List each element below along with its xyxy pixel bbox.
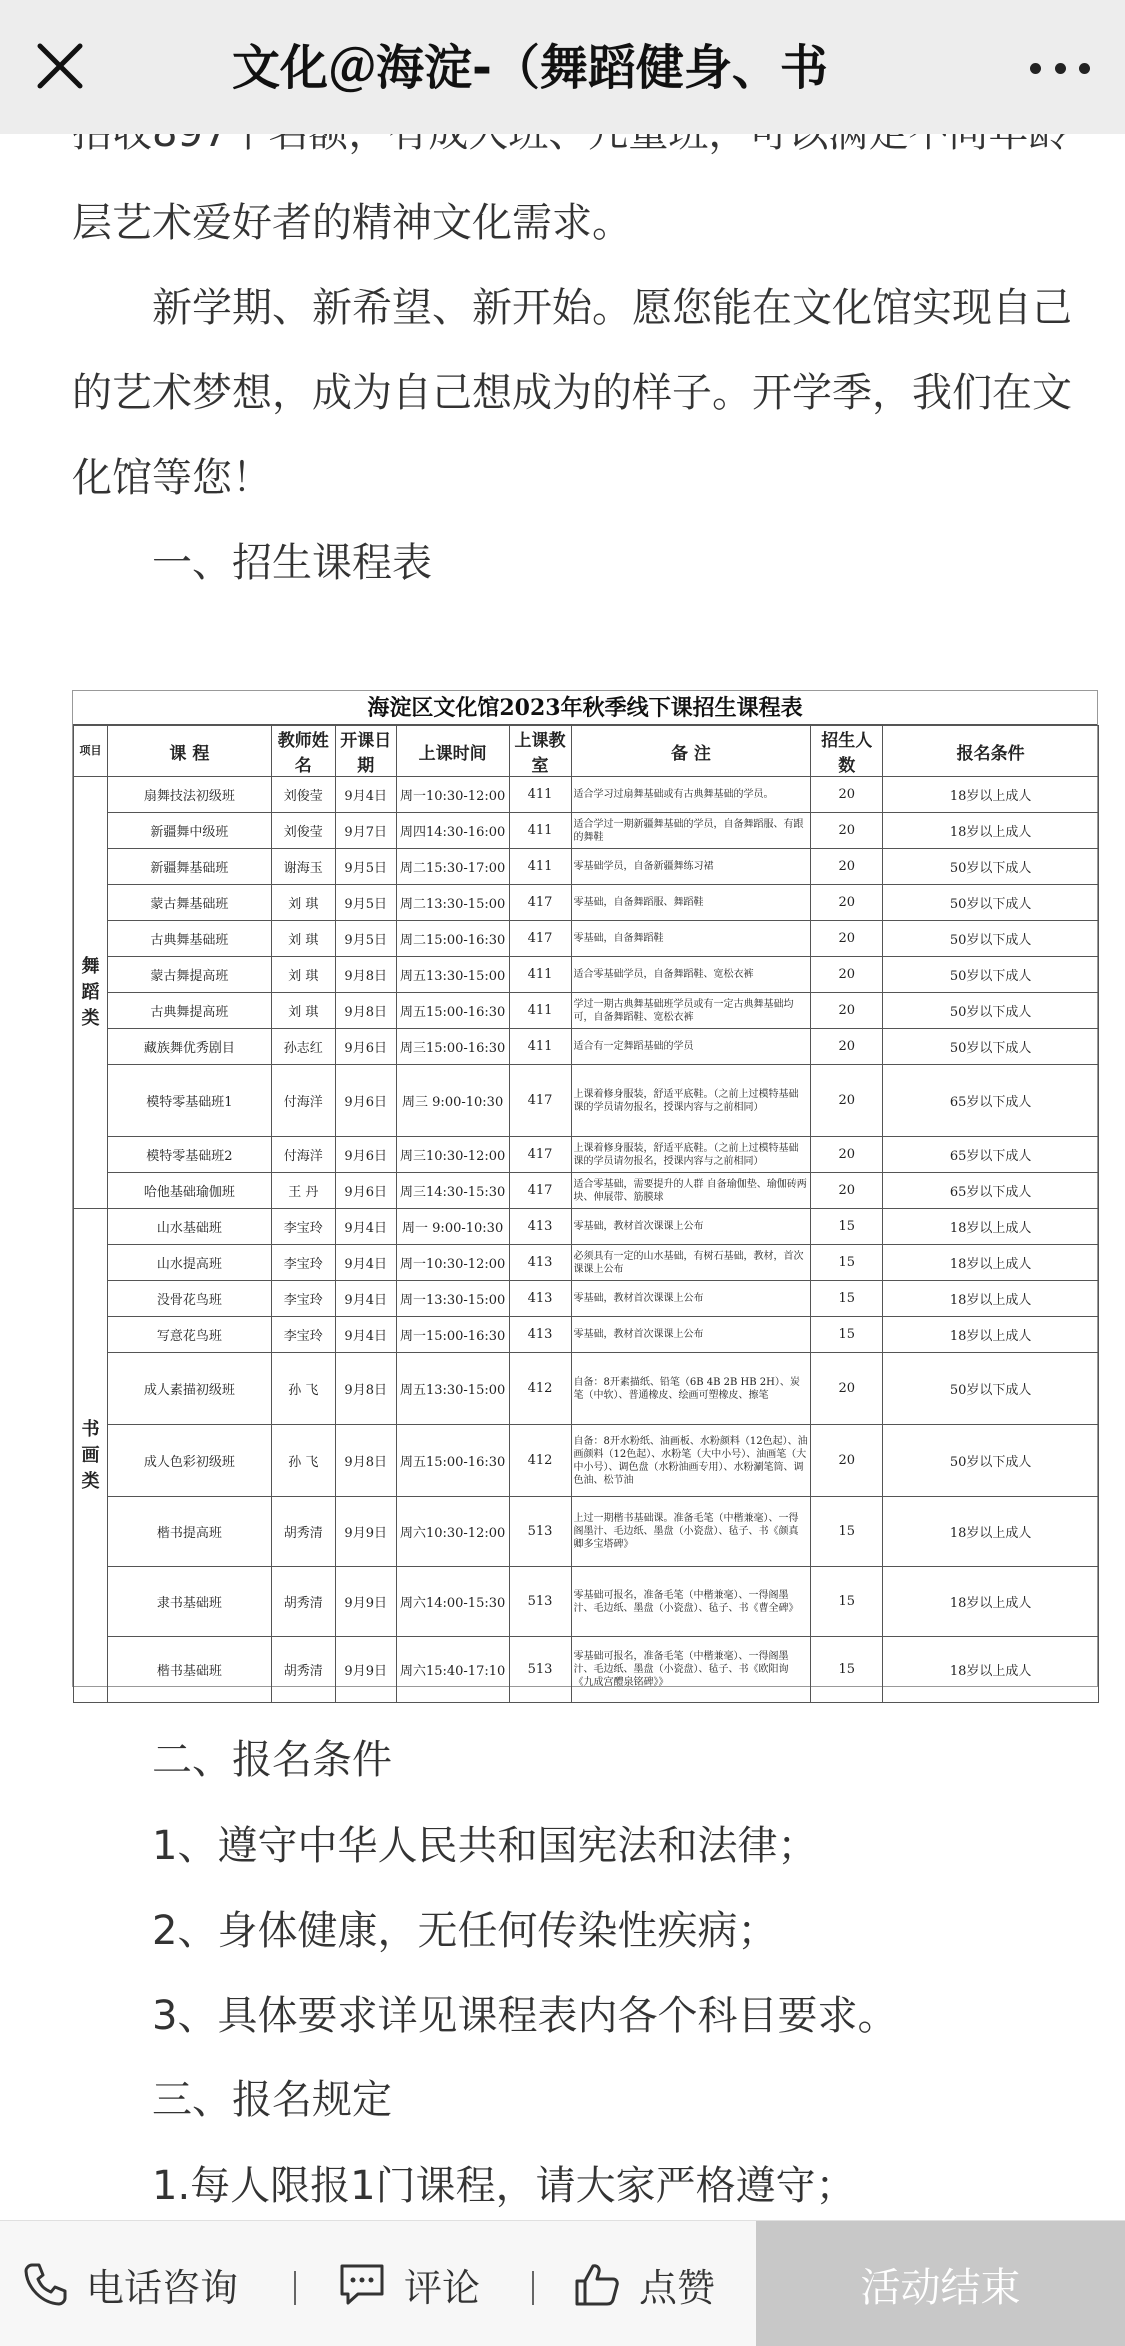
table-cell: 适合学习过扇舞基础或有古典舞基础的学员。	[571, 777, 811, 813]
table-cell: 刘 琪	[271, 957, 335, 993]
table-cell: 孙 飞	[271, 1425, 335, 1497]
table-cell: 18岁以上成人	[883, 813, 1099, 849]
table-cell: 9月9日	[335, 1567, 396, 1637]
table-cell: 50岁以下成人	[883, 957, 1099, 993]
table-cell: 周一10:30-12:00	[396, 1245, 509, 1281]
table-cell: 周二13:30-15:00	[396, 885, 509, 921]
table-cell: 18岁以上成人	[883, 1209, 1099, 1245]
table-header-cell: 上课教室	[509, 726, 571, 777]
table-cell: 楷书基础班	[107, 1637, 271, 1703]
table-cell: 9月6日	[335, 1029, 396, 1065]
table-cell: 412	[509, 1425, 571, 1497]
category-cell: 书 画 类	[74, 1209, 108, 1703]
table-cell: 蒙古舞提高班	[107, 957, 271, 993]
course-table	[73, 725, 1099, 1703]
table-cell: 9月6日	[335, 1137, 396, 1173]
table-cell: 413	[509, 1281, 571, 1317]
table-cell: 模特零基础班2	[107, 1137, 271, 1173]
table-cell: 20	[811, 1173, 883, 1209]
table-row	[74, 921, 1099, 957]
section-heading: 二、报名条件	[152, 1737, 392, 1783]
table-cell: 65岁以下成人	[883, 1137, 1099, 1173]
table-cell: 写意花鸟班	[107, 1317, 271, 1353]
thumbs-up-icon	[573, 2261, 621, 2307]
table-cell: 李宝玲	[271, 1317, 335, 1353]
table-cell: 9月9日	[335, 1637, 396, 1703]
table-cell: 417	[509, 1137, 571, 1173]
table-cell: 周五15:00-16:30	[396, 1425, 509, 1497]
table-cell: 50岁以下成人	[883, 1425, 1099, 1497]
table-header-cell: 开课日期	[335, 726, 396, 777]
table-cell: 适合学过一期新疆舞基础的学员，自备舞蹈服、有跟的舞鞋	[571, 813, 811, 849]
table-cell: 胡秀清	[271, 1497, 335, 1567]
table-row	[74, 1173, 1099, 1209]
table-cell: 411	[509, 849, 571, 885]
table-cell: 自备：8开水粉纸、油画板、水粉颜料（12色起）、油画颜料（12色起）、水粉笔（大中小号）、油画笔（大中小号）、调色盘（水粉油画专用）、水粉涮笔筒、调色油、松节油	[571, 1425, 811, 1497]
table-cell: 周一10:30-12:00	[396, 777, 509, 813]
course-table-image	[72, 690, 1098, 1687]
table-header-cell: 课 程	[107, 726, 271, 777]
article-text: 新学期、新希望、新开始。愿您能在文化馆实现自己	[152, 285, 1072, 331]
table-cell: 零基础，自备舞蹈服、舞蹈鞋	[571, 885, 811, 921]
table-cell: 周五13:30-15:00	[396, 957, 509, 993]
table-header-cell: 教师姓名	[271, 726, 335, 777]
table-cell: 上过一期楷书基础课。准备毛笔（中楷兼毫）、一得阁墨汁、毛边纸、墨盘（小瓷盘）、毡子、书《颜真卿多宝塔碑》	[571, 1497, 811, 1567]
page-title: 文化＠海淀-（舞蹈健身、书	[232, 40, 828, 96]
table-cell: 胡秀清	[271, 1637, 335, 1703]
table-title: 海淀区文化馆2023年秋季线下课招生课程表	[73, 691, 1097, 725]
table-cell: 没骨花鸟班	[107, 1281, 271, 1317]
table-cell: 周五15:00-16:30	[396, 993, 509, 1029]
table-cell: 417	[509, 921, 571, 957]
table-cell: 9月4日	[335, 777, 396, 813]
table-cell: 周二15:30-17:00	[396, 849, 509, 885]
table-cell: 9月5日	[335, 921, 396, 957]
table-cell: 18岁以上成人	[883, 1317, 1099, 1353]
table-cell: 周一15:00-16:30	[396, 1317, 509, 1353]
table-cell: 417	[509, 1065, 571, 1137]
table-cell: 9月4日	[335, 1281, 396, 1317]
table-cell: 零基础，教材首次课课上公布	[571, 1281, 811, 1317]
table-cell: 付海洋	[271, 1065, 335, 1137]
table-cell: 15	[811, 1245, 883, 1281]
comment-label: 评论	[404, 2265, 481, 2310]
table-cell: 513	[509, 1567, 571, 1637]
table-cell: 411	[509, 1029, 571, 1065]
table-cell: 刘 琪	[271, 993, 335, 1029]
table-cell: 李宝玲	[271, 1281, 335, 1317]
table-cell: 古典舞基础班	[107, 921, 271, 957]
phone-icon	[22, 2261, 68, 2307]
table-cell: 20	[811, 885, 883, 921]
table-cell: 413	[509, 1245, 571, 1281]
table-cell: 9月4日	[335, 1245, 396, 1281]
table-cell: 孙志红	[271, 1029, 335, 1065]
comment-button[interactable]	[338, 2221, 480, 2346]
table-header-cell: 招生人数	[811, 726, 883, 777]
table-cell: 上课着修身服装，舒适平底鞋。（之前上过模特基础课的学员请勿报名，授课内容与之前相同）	[571, 1137, 811, 1173]
table-cell: 18岁以上成人	[883, 1281, 1099, 1317]
table-cell: 零基础学员，自备新疆舞练习裙	[571, 849, 811, 885]
table-cell: 蒙古舞基础班	[107, 885, 271, 921]
table-cell: 20	[811, 777, 883, 813]
table-row	[74, 957, 1099, 993]
table-cell: 刘 琪	[271, 885, 335, 921]
table-cell: 成人素描初级班	[107, 1353, 271, 1425]
table-cell: 李宝玲	[271, 1245, 335, 1281]
table-cell: 周六14:00-15:30	[396, 1567, 509, 1637]
table-cell: 学过一期古典舞基础班学员或有一定古典舞基础均可，自备舞蹈鞋、宽松衣裤	[571, 993, 811, 1029]
table-cell: 周五13:30-15:00	[396, 1353, 509, 1425]
table-cell: 周二15:00-16:30	[396, 921, 509, 957]
table-header-cell: 项目	[74, 726, 108, 777]
table-cell: 9月9日	[335, 1497, 396, 1567]
table-cell: 9月8日	[335, 1425, 396, 1497]
table-cell: 扇舞技法初级班	[107, 777, 271, 813]
like-label: 点赞	[639, 2265, 716, 2310]
table-cell: 适合零基础，需要提升的人群 自备瑜伽垫、瑜伽砖两块、伸展带、筋膜球	[571, 1173, 811, 1209]
table-cell: 413	[509, 1317, 571, 1353]
table-cell: 孙 飞	[271, 1353, 335, 1425]
table-cell: 成人色彩初级班	[107, 1425, 271, 1497]
table-cell: 9月8日	[335, 993, 396, 1029]
table-row	[74, 1137, 1099, 1173]
category-cell: 舞 蹈 类	[74, 777, 108, 1209]
table-cell: 20	[811, 813, 883, 849]
table-cell: 王 丹	[271, 1173, 335, 1209]
table-cell: 9月6日	[335, 1173, 396, 1209]
table-cell: 20	[811, 1353, 883, 1425]
table-cell: 必须具有一定的山水基础，有树石基础，教材，首次课课上公布	[571, 1245, 811, 1281]
table-cell: 411	[509, 993, 571, 1029]
condition-item: 3、具体要求详见课程表内各个科目要求。	[152, 1993, 898, 2039]
table-cell: 20	[811, 921, 883, 957]
table-cell: 零基础可报名，准备毛笔（中楷兼毫）、一得阁墨汁、毛边纸、墨盘（小瓷盘）、毡子、书《曹全碑》	[571, 1567, 811, 1637]
table-cell: 411	[509, 957, 571, 993]
table-cell: 18岁以上成人	[883, 1637, 1099, 1703]
like-button[interactable]	[573, 2221, 715, 2346]
table-cell: 山水基础班	[107, 1209, 271, 1245]
table-row	[74, 1065, 1099, 1137]
table-cell: 9月5日	[335, 849, 396, 885]
table-cell: 周三15:00-16:30	[396, 1029, 509, 1065]
table-row	[74, 1317, 1099, 1353]
table-cell: 9月8日	[335, 957, 396, 993]
table-cell: 周六10:30-12:00	[396, 1497, 509, 1567]
table-cell: 上课着修身服装，舒适平底鞋。（之前上过模特基础课的学员请勿报名，授课内容与之前相同）	[571, 1065, 811, 1137]
condition-item: 1、遵守中华人民共和国宪法和法律；	[152, 1823, 818, 1869]
table-cell: 隶书基础班	[107, 1567, 271, 1637]
table-cell: 哈他基础瑜伽班	[107, 1173, 271, 1209]
table-cell: 411	[509, 777, 571, 813]
table-cell: 周一13:30-15:00	[396, 1281, 509, 1317]
table-cell: 自备：8开素描纸、铅笔（6B 4B 2B HB 2H）、炭笔（中软）、普通橡皮、绘画可塑橡皮、擦笔	[571, 1353, 811, 1425]
rule-item: 1.每人限报1门课程，请大家严格遵守；	[152, 2163, 856, 2209]
table-cell: 412	[509, 1353, 571, 1425]
bottom-action-bar	[0, 2220, 1125, 2346]
table-cell: 周三10:30-12:00	[396, 1137, 509, 1173]
table-cell: 刘俊莹	[271, 813, 335, 849]
table-cell: 新疆舞中级班	[107, 813, 271, 849]
table-row	[74, 849, 1099, 885]
table-cell: 9月8日	[335, 1353, 396, 1425]
table-row	[74, 1281, 1099, 1317]
section-heading: 一、招生课程表	[152, 540, 432, 586]
table-cell: 65岁以下成人	[883, 1173, 1099, 1209]
table-cell: 20	[811, 1065, 883, 1137]
table-cell: 刘俊莹	[271, 777, 335, 813]
table-cell: 模特零基础班1	[107, 1065, 271, 1137]
table-cell: 适合有一定舞蹈基础的学员	[571, 1029, 811, 1065]
table-cell: 18岁以上成人	[883, 1567, 1099, 1637]
table-cell: 零基础，教材首次课课上公布	[571, 1209, 811, 1245]
table-row	[74, 885, 1099, 921]
table-cell: 9月4日	[335, 1317, 396, 1353]
table-cell: 山水提高班	[107, 1245, 271, 1281]
table-cell: 65岁以下成人	[883, 1065, 1099, 1137]
table-cell: 刘 琪	[271, 921, 335, 957]
table-cell: 零基础可报名，准备毛笔（中楷兼毫）、一得阁墨汁、毛边纸、墨盘（小瓷盘）、毡子、书《欧阳询《九成宫醴泉铭碑》》	[571, 1637, 811, 1703]
table-row	[74, 813, 1099, 849]
table-row	[74, 1497, 1099, 1567]
table-cell: 50岁以下成人	[883, 1029, 1099, 1065]
divider	[294, 2271, 296, 2305]
table-row	[74, 1209, 1099, 1245]
table-cell: 零基础，教材首次课课上公布	[571, 1317, 811, 1353]
table-cell: 楷书提高班	[107, 1497, 271, 1567]
table-cell: 417	[509, 1173, 571, 1209]
table-cell: 15	[811, 1209, 883, 1245]
table-cell: 胡秀清	[271, 1567, 335, 1637]
table-cell: 411	[509, 813, 571, 849]
table-cell: 周三 9:00-10:30	[396, 1065, 509, 1137]
table-cell: 413	[509, 1209, 571, 1245]
table-cell: 9月6日	[335, 1065, 396, 1137]
table-row	[74, 1425, 1099, 1497]
table-row	[74, 1567, 1099, 1637]
table-cell: 适合零基础学员，自备舞蹈鞋、宽松衣裤	[571, 957, 811, 993]
table-cell: 50岁以下成人	[883, 993, 1099, 1029]
table-cell: 古典舞提高班	[107, 993, 271, 1029]
table-cell: 50岁以下成人	[883, 921, 1099, 957]
table-cell: 15	[811, 1567, 883, 1637]
table-cell: 周六15:40-17:10	[396, 1637, 509, 1703]
table-cell: 20	[811, 993, 883, 1029]
table-cell: 50岁以下成人	[883, 1353, 1099, 1425]
table-cell: 9月4日	[335, 1209, 396, 1245]
table-cell: 15	[811, 1497, 883, 1567]
article-text: 化馆等您！	[72, 455, 272, 501]
divider	[532, 2271, 534, 2305]
table-cell: 20	[811, 1137, 883, 1173]
table-row	[74, 1353, 1099, 1425]
table-cell: 18岁以上成人	[883, 1497, 1099, 1567]
table-cell: 9月7日	[335, 813, 396, 849]
more-icon[interactable]	[1030, 48, 1090, 88]
table-cell: 谢海玉	[271, 849, 335, 885]
article-text: 的艺术梦想，成为自己想成为的样子。开学季，我们在文	[72, 370, 1072, 416]
article-text: 层艺术爱好者的精神文化需求。	[72, 200, 632, 246]
comment-icon	[338, 2262, 386, 2306]
table-cell: 18岁以上成人	[883, 777, 1099, 813]
table-header-cell: 备 注	[571, 726, 811, 777]
table-header-row	[74, 726, 1099, 777]
table-cell: 15	[811, 1281, 883, 1317]
table-cell: 9月5日	[335, 885, 396, 921]
activity-ended-button[interactable]: 活动结束	[756, 2221, 1125, 2346]
close-icon[interactable]	[30, 36, 90, 96]
table-header-cell: 上课时间	[396, 726, 509, 777]
table-cell: 付海洋	[271, 1137, 335, 1173]
table-cell: 20	[811, 1425, 883, 1497]
table-cell: 50岁以下成人	[883, 885, 1099, 921]
table-cell: 417	[509, 885, 571, 921]
phone-consult-button[interactable]	[22, 2221, 238, 2346]
table-cell: 20	[811, 849, 883, 885]
table-cell: 15	[811, 1317, 883, 1353]
table-row	[74, 993, 1099, 1029]
table-cell: 513	[509, 1497, 571, 1567]
table-cell: 藏族舞优秀剧目	[107, 1029, 271, 1065]
table-row	[74, 777, 1099, 813]
section-heading: 三、报名规定	[152, 2077, 392, 2123]
condition-item: 2、身体健康，无任何传染性疾病；	[152, 1908, 778, 1954]
table-row	[74, 1637, 1099, 1703]
table-cell: 20	[811, 1029, 883, 1065]
table-cell: 20	[811, 957, 883, 993]
phone-consult-label: 电话咨询	[86, 2265, 239, 2310]
top-navbar	[0, 0, 1125, 134]
table-cell: 周一 9:00-10:30	[396, 1209, 509, 1245]
table-cell: 15	[811, 1637, 883, 1703]
table-cell: 周三14:30-15:30	[396, 1173, 509, 1209]
table-cell: 513	[509, 1637, 571, 1703]
table-cell: 18岁以上成人	[883, 1245, 1099, 1281]
table-cell: 李宝玲	[271, 1209, 335, 1245]
table-row	[74, 1029, 1099, 1065]
table-cell: 新疆舞基础班	[107, 849, 271, 885]
table-cell: 零基础，自备舞蹈鞋	[571, 921, 811, 957]
table-cell: 50岁以下成人	[883, 849, 1099, 885]
table-row	[74, 1245, 1099, 1281]
table-cell: 周四14:30-16:00	[396, 813, 509, 849]
table-header-cell: 报名条件	[883, 726, 1099, 777]
